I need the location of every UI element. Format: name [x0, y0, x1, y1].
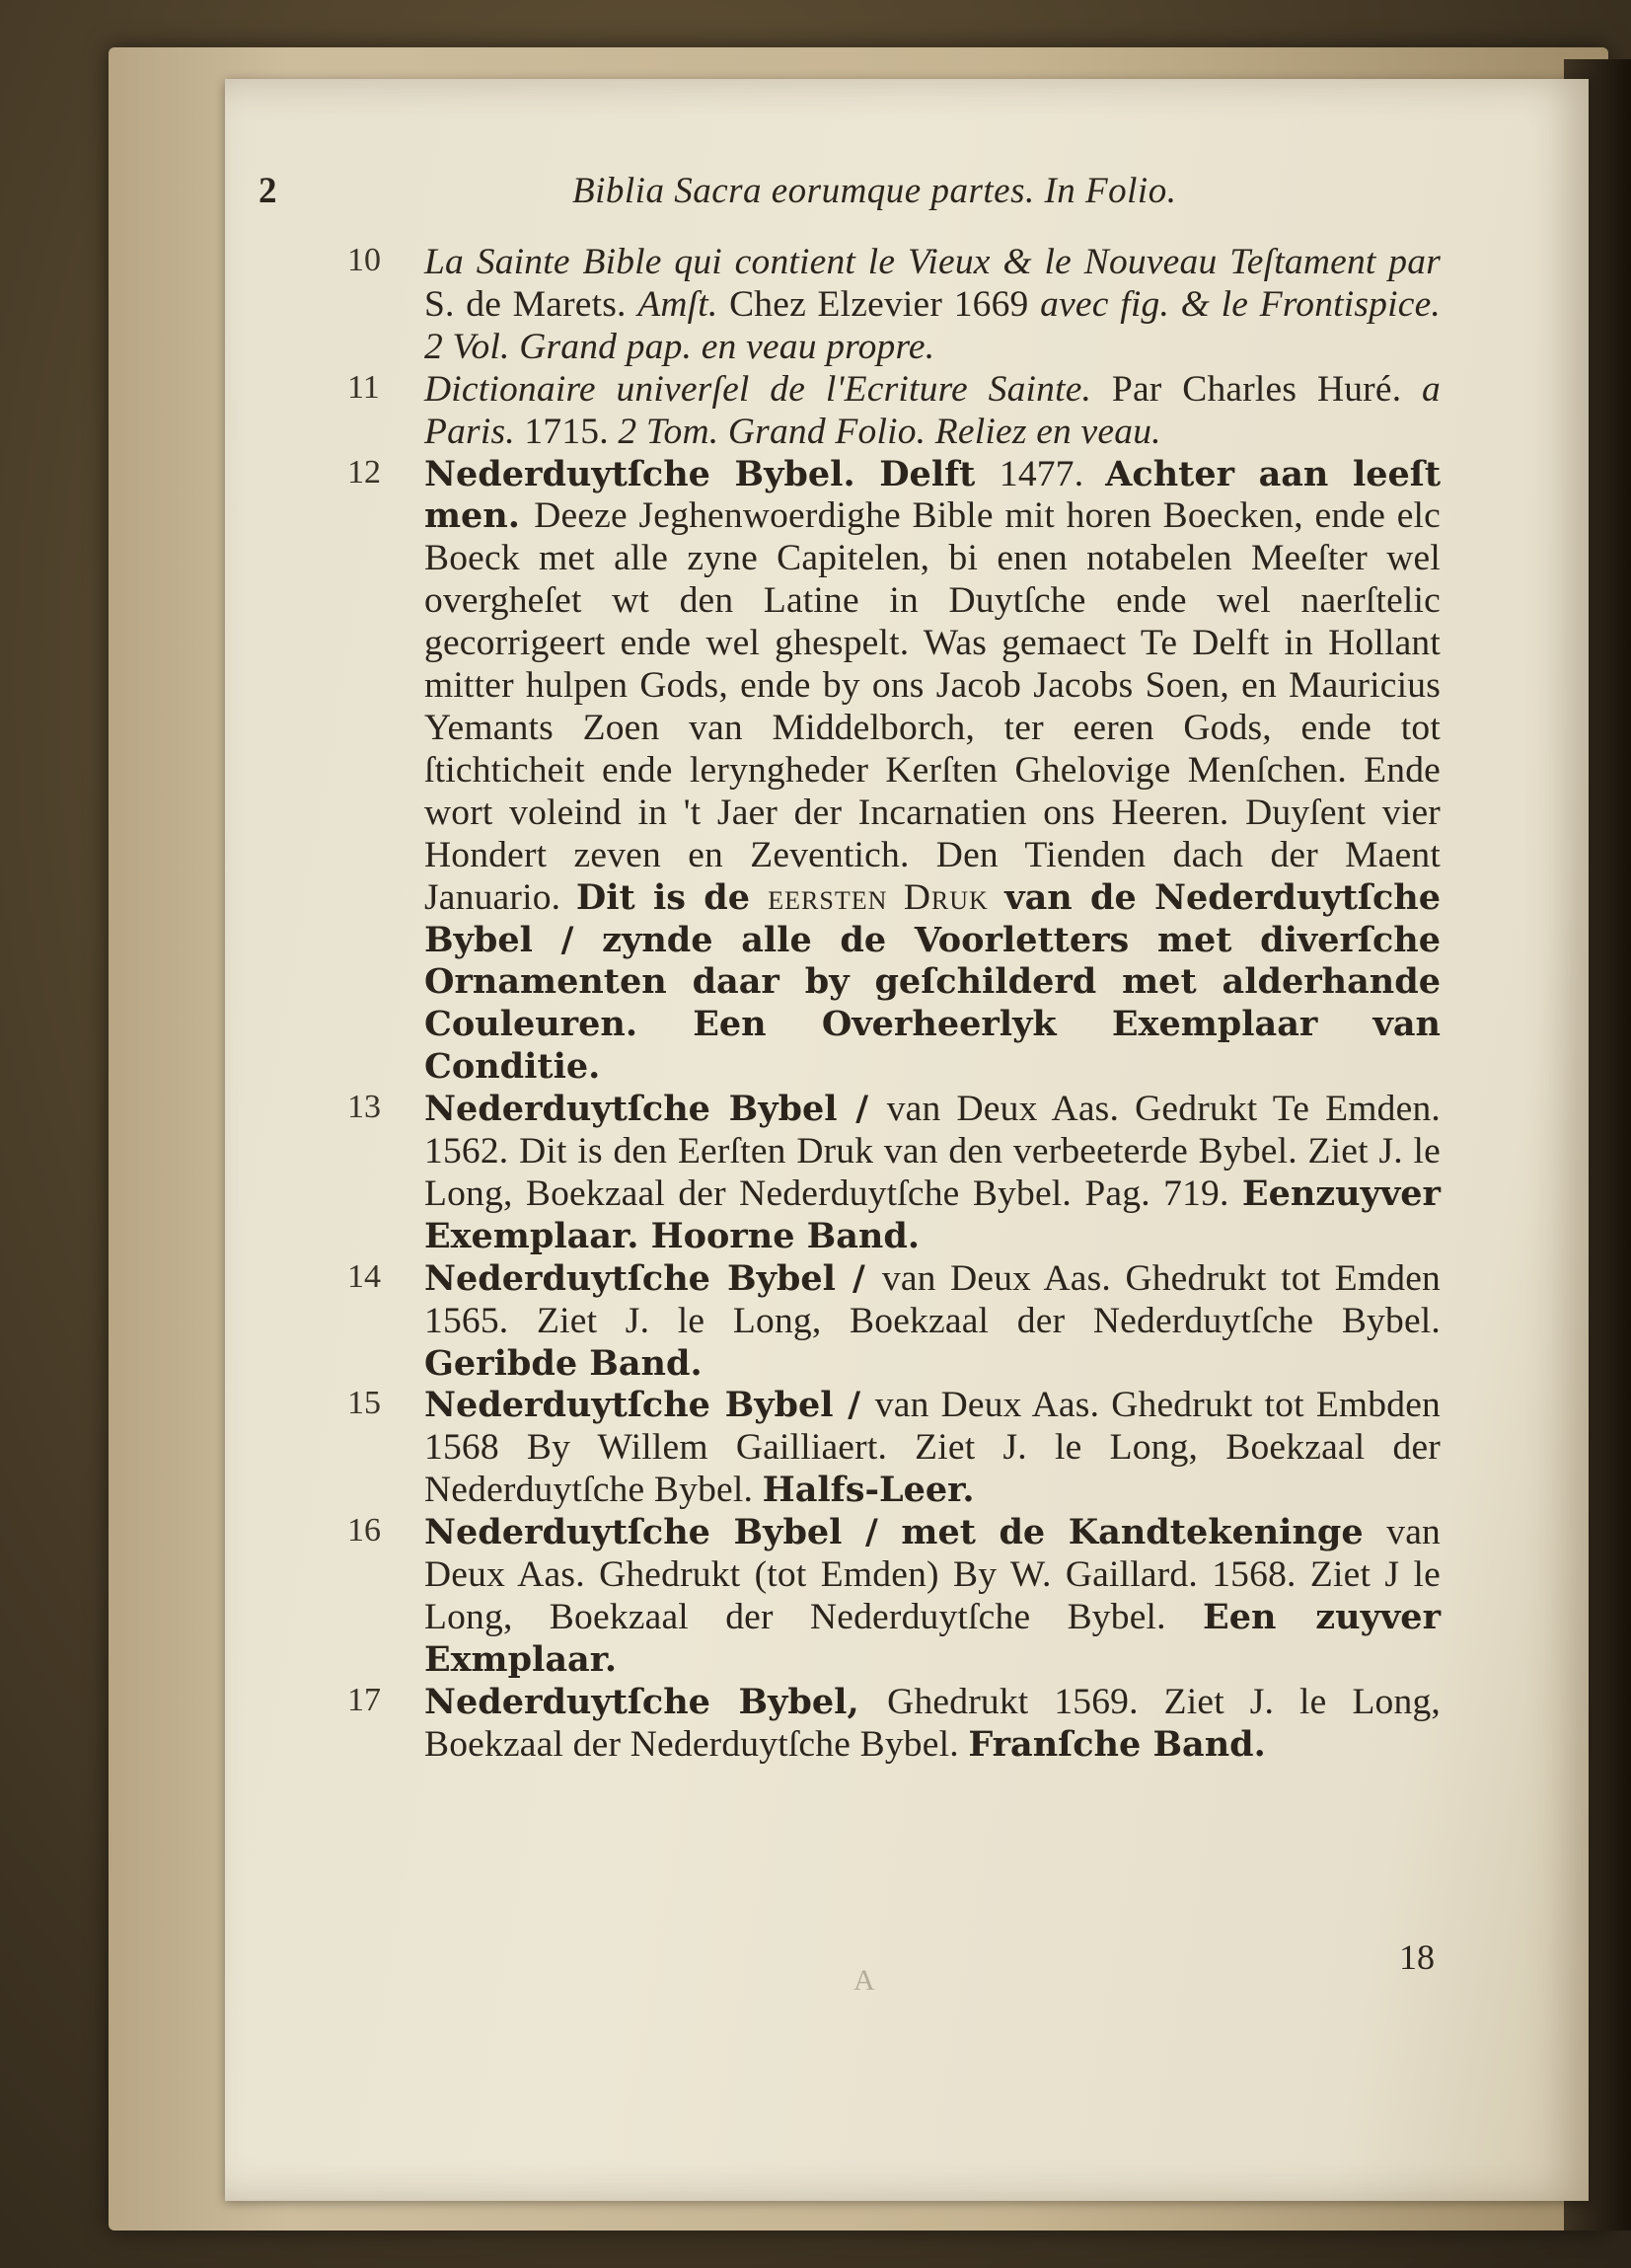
catalogue-entry	[347, 1512, 1442, 1682]
entry-text	[424, 1089, 1441, 1258]
entry-text-segment: Deeze Jeghenwoerdighe Bible mit horen Boecken, ende elc Boeck met alle zyne Capitelen, bi enen notabelen Meeſter wel overgheſet wt den Latine in Duytſche ende wel naerſtelic gecorrigeert ende wel ghespelt. Was gemaect Te Delft in Hollant mitter hulpen Gods, ende by ons Jacob Jacobs Soen, en Mauricius Yemants Zoen van Middelborch, ter eeren Gods, ende tot ſtichticheit ende leryngheder Kerſten Ghelovige Menſchen. Ende wort voleind in 't Jaer der Incarnatien ons Heeren. Duyſent vier Hondert zeven en Zeventich. Den Tienden dach der Maent Januario.	[424, 495, 1442, 918]
entry-text-segment: Franſche Band.	[968, 1723, 1266, 1765]
entry-text-segment: Nederduytſche Bybel,	[424, 1681, 888, 1722]
entry-text-segment: 1477.	[999, 453, 1106, 494]
entry-text-segment: van Deux Aas. Ghedrukt tot Embden 1568 By Willem Gailliaert. Ziet J. le Long, Boekzaal der Nederduytſche Bybel.	[424, 1385, 1441, 1511]
entry-text	[424, 242, 1441, 369]
entry-text	[424, 369, 1441, 454]
entry-text-segment: Achter aan leeſt men.	[424, 453, 1441, 537]
catchword: 18	[1399, 1937, 1435, 1977]
entry-text-segment: van Deux Aas. Ghedrukt (tot Emden) By W. Gaillard. 1568. Ziet J le Long, Boekzaal der Nederduytſche Bybel.	[424, 1512, 1441, 1637]
entry-text-segment: Dictionaire univerſel de l'Ecriture Sainte.	[424, 368, 1112, 410]
entry-text-segment: Dit is de	[575, 876, 769, 918]
entry-number: 15	[347, 1385, 381, 1422]
entry-text-segment: Nederduytſche Bybel /	[424, 1089, 887, 1130]
catalogue-entry	[347, 1257, 1441, 1386]
entry-text-segment: Een zuyver Exmplaar.	[424, 1597, 1442, 1680]
entry-text	[424, 1385, 1441, 1512]
entry-text-segment: La Sainte Bible qui contient le Vieux & le Nouveau Teſtament par	[424, 242, 1441, 282]
entry-text	[424, 1258, 1441, 1386]
entry-text	[424, 454, 1441, 1090]
entry-text-segment: van de Nederduytſche Bybel / zynde alle de Voorletters met diverſche Ornamenten daar by geſchilderd met alderhande Couleuren. Een Overheerlyk Exemplaar van Conditie.	[424, 876, 1441, 1088]
entry-text-segment: eersten Druk	[768, 876, 1005, 918]
catalogue-entries	[347, 242, 1442, 1767]
running-header	[259, 170, 1344, 219]
entry-text-segment: Ghedrukt 1569. Ziet J. le Long, Boekzaal der Nederduytſche Bybel.	[424, 1681, 1441, 1765]
entry-number: 14	[347, 1257, 381, 1295]
catalogue-entry	[347, 242, 1442, 369]
entry-text-segment: Chez Elzevier 1669	[729, 283, 1041, 325]
entry-text	[424, 1512, 1441, 1682]
entry-text-segment: Halfs-Leer.	[762, 1470, 975, 1511]
catalogue-entry	[347, 1089, 1441, 1258]
catalogue-entry	[347, 453, 1442, 1090]
entry-number: 16	[347, 1512, 381, 1550]
entry-number: 13	[347, 1089, 381, 1126]
entry-text-segment: a Paris.	[424, 368, 1441, 452]
entry-text	[424, 1682, 1441, 1767]
entry-text-segment: S. de Marets.	[424, 283, 638, 325]
entry-text-segment: Geribde Band.	[424, 1342, 703, 1384]
signature-mark: A	[853, 1964, 875, 1997]
page-number: 2	[259, 171, 277, 211]
entry-number: 12	[347, 453, 381, 491]
catalogue-entry	[347, 1385, 1441, 1512]
entry-text-segment: Eenzuyver Exemplaar. Hoorne Band.	[424, 1172, 1441, 1256]
entry-text-segment: avec fig. & le Frontispice. 2 Vol. Grand pap. en veau propre.	[424, 283, 1442, 367]
entry-text-segment: 1715.	[524, 411, 619, 452]
entry-text-segment: Nederduytſche Bybel /	[424, 1257, 882, 1299]
entry-number: 10	[347, 242, 381, 278]
entry-number: 11	[347, 368, 380, 406]
entry-number: 17	[347, 1681, 381, 1718]
entry-text-segment: 2 Tom. Grand Folio. Reliez en veau.	[618, 411, 1161, 452]
entry-text-segment: Nederduytſche Bybel /	[424, 1385, 875, 1426]
entry-text-segment: van Deux Aas. Ghedrukt tot Emden 1565. Ziet J. le Long, Boekzaal der Nederduytſche Bybel.	[424, 1257, 1441, 1341]
catalogue-entry	[347, 1681, 1441, 1767]
running-title: Biblia Sacra eorumque partes. In Folio.	[572, 171, 1177, 211]
entry-text-segment: Nederduytſche Bybel. Delft	[424, 453, 1000, 494]
entry-text-segment: van Deux Aas. Gedrukt Te Emden. 1562. Dit is den Eerſten Druk van den verbeeterde Bybel. Ziet J. le Long, Boekzaal der Nederduytſche Bybel. Pag. 719.	[424, 1089, 1441, 1214]
entry-text-segment: Nederduytſche Bybel / met de Kandtekeninge	[424, 1512, 1387, 1553]
entry-text-segment: Amſt.	[637, 283, 730, 325]
catalogue-entry	[347, 368, 1441, 454]
entry-text-segment: Par Charles Huré.	[1111, 368, 1423, 410]
